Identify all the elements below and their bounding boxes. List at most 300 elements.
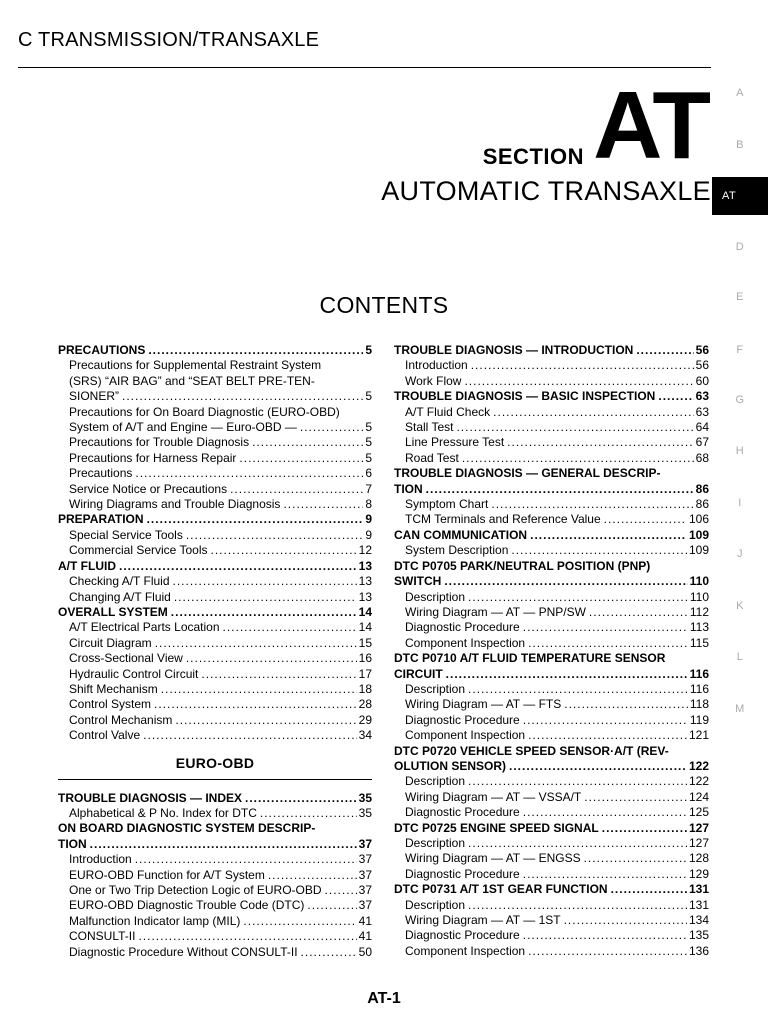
toc-entry[interactable]: [394, 774, 709, 789]
toc-entry[interactable]: [58, 837, 372, 852]
toc-dot-leader: [174, 590, 357, 605]
toc-entry[interactable]: [58, 636, 372, 651]
toc-entry[interactable]: [394, 420, 709, 435]
toc-page-number: 9: [365, 527, 372, 542]
toc-dot-leader: [602, 821, 687, 836]
toc-dot-leader: [147, 512, 364, 527]
toc-dot-leader: [523, 867, 687, 882]
toc-page-number: 113: [689, 620, 709, 635]
toc-page-number: 110: [689, 589, 709, 604]
toc-page-number: 109: [688, 527, 709, 542]
toc-page-number: 127: [688, 820, 709, 835]
toc-entry-line: DTC P0720 VEHICLE SPEED SENSOR·A/T (REV-: [394, 743, 669, 758]
toc-entry-title: Changing A/T Fluid: [69, 589, 171, 604]
toc-entry-title: Shift Mechanism: [69, 681, 158, 696]
toc-dot-leader: [468, 682, 688, 697]
toc-entry[interactable]: [394, 682, 709, 697]
toc-entry[interactable]: [58, 914, 372, 929]
toc-entry[interactable]: [58, 620, 372, 635]
toc-dot-leader: [301, 945, 357, 960]
toc-entry-title: PREPARATION: [58, 512, 144, 527]
toc-dot-leader: [186, 528, 363, 543]
toc-page-number: 17: [358, 666, 372, 681]
toc-page-number: 67: [695, 435, 709, 450]
toc-entry[interactable]: [394, 543, 709, 558]
toc-page-number: 37: [358, 898, 372, 913]
chapter-header: C TRANSMISSION/TRANSAXLE: [18, 29, 320, 51]
toc-entry[interactable]: [394, 944, 709, 959]
toc-dot-leader: [90, 837, 357, 852]
section-code: AT: [593, 72, 708, 179]
toc-dot-leader: [468, 898, 687, 913]
toc-entry-title: TROUBLE DIAGNOSIS — INTRODUCTION: [394, 343, 634, 357]
toc-entry[interactable]: [394, 636, 709, 651]
toc-entry[interactable]: [58, 420, 372, 435]
toc-entry[interactable]: [58, 929, 372, 944]
toc-page-number: 56: [695, 358, 709, 373]
toc-entry[interactable]: [58, 667, 372, 682]
toc-entry-title: System Description: [405, 543, 509, 558]
toc-entry-title: Description: [405, 681, 466, 696]
toc-entry-title: CAN COMMUNICATION: [394, 527, 528, 542]
toc-page-number: 106: [688, 512, 709, 527]
euro-obd-heading: EURO-OBD: [58, 755, 372, 780]
toc-dot-leader: [186, 651, 357, 666]
toc-dot-leader: [201, 667, 356, 682]
toc-page-number: 37: [358, 852, 372, 867]
side-tab-j[interactable]: J: [737, 548, 743, 560]
toc-entry-title: SIONER”: [69, 389, 120, 404]
toc-entry[interactable]: [394, 790, 709, 805]
toc-entry[interactable]: [394, 898, 709, 913]
toc-page-number: 15: [358, 635, 372, 650]
toc-dot-leader: [468, 774, 687, 789]
toc-entry-title: Description: [405, 836, 466, 850]
toc-entry-line: Precautions for On Board Diagnostic (EURO-OBD): [69, 404, 340, 419]
toc-dot-leader: [468, 590, 688, 605]
toc-dot-leader: [223, 620, 357, 635]
side-tab-at[interactable]: AT: [712, 177, 768, 215]
page-number: AT-1: [367, 990, 401, 1007]
toc-entry[interactable]: [58, 574, 372, 589]
side-tab-i[interactable]: I: [738, 497, 742, 509]
side-tab-l[interactable]: L: [736, 651, 744, 663]
toc-entry[interactable]: [394, 405, 709, 420]
toc-page-number: 8: [365, 497, 372, 512]
toc-entry[interactable]: [58, 528, 372, 543]
toc-dot-leader: [300, 420, 363, 435]
toc-entry-title: Special Service Tools: [69, 527, 183, 542]
toc-entry-title: Diagnostic Procedure: [405, 712, 520, 727]
toc-entry-title: EURO-OBD Diagnostic Trouble Code (DTC): [69, 898, 305, 913]
toc-page-number: 116: [689, 681, 709, 696]
side-tab-e[interactable]: E: [736, 291, 744, 303]
toc-page-number: 13: [358, 589, 372, 604]
toc-page-number: 110: [689, 574, 709, 589]
toc-dot-leader: [523, 713, 688, 728]
toc-dot-leader: [604, 512, 687, 527]
toc-entry-title: Circuit Diagram: [69, 635, 152, 650]
toc-page-number: 86: [695, 497, 709, 512]
toc-entry-line: ON BOARD DIAGNOSTIC SYSTEM DESCRIP-: [58, 821, 316, 836]
toc-entry-title: SWITCH: [394, 574, 442, 589]
toc-page-number: 5: [365, 420, 372, 435]
toc-dot-leader: [173, 574, 357, 589]
toc-entry-title: A/T Fluid Check: [405, 404, 491, 419]
toc-entry[interactable]: [58, 713, 372, 728]
toc-entry[interactable]: [58, 791, 372, 806]
toc-entry-title: Description: [405, 774, 466, 789]
toc-entry[interactable]: [58, 806, 372, 821]
toc-page-number: 14: [358, 620, 372, 635]
toc-page-number: 124: [688, 789, 709, 804]
toc-entry[interactable]: [394, 697, 709, 712]
toc-page-number: 135: [688, 928, 709, 943]
toc-dot-leader: [493, 405, 693, 420]
toc-entry[interactable]: [58, 497, 372, 512]
toc-page-number: 128: [688, 851, 709, 866]
toc-page-number: 118: [689, 697, 709, 712]
toc-entry[interactable]: [394, 451, 709, 466]
toc-entry[interactable]: [58, 883, 372, 898]
toc-entry[interactable]: [394, 343, 709, 358]
toc-page-number: 37: [358, 836, 372, 851]
toc-page-number: 56: [695, 343, 709, 357]
toc-dot-leader: [523, 620, 688, 635]
toc-entry-title: OVERALL SYSTEM: [58, 604, 168, 619]
toc-dot-leader: [528, 636, 688, 651]
toc-entry[interactable]: [58, 868, 372, 883]
toc-dot-leader: [230, 482, 363, 497]
toc-entry[interactable]: [58, 389, 372, 404]
toc-dot-leader: [260, 806, 357, 821]
toc-entry[interactable]: [58, 898, 372, 913]
toc-entry[interactable]: [58, 605, 372, 620]
toc-dot-leader: [462, 451, 694, 466]
toc-dot-leader: [283, 497, 363, 512]
toc-entry-title: Wiring Diagram — AT — FTS: [405, 697, 562, 712]
toc-entry[interactable]: [394, 805, 709, 820]
toc-page-number: 41: [358, 913, 372, 928]
toc-entry-title: OLUTION SENSOR): [394, 758, 507, 773]
toc-entry-title: TION: [394, 481, 423, 496]
toc-entry[interactable]: [394, 928, 709, 943]
toc-dot-leader: [464, 374, 693, 389]
toc-entry[interactable]: [394, 358, 709, 373]
toc-page-number: 5: [365, 343, 372, 357]
toc-dot-leader: [491, 497, 693, 512]
toc-entry-line: DTC P0710 A/T FLUID TEMPERATURE SENSOR: [394, 651, 666, 666]
toc-entry-title: Wiring Diagram — AT — VSSA/T: [405, 789, 582, 804]
toc-entry[interactable]: [394, 836, 709, 851]
toc-dot-leader: [528, 728, 687, 743]
toc-entry[interactable]: [58, 728, 372, 743]
toc-dot-leader: [658, 389, 693, 404]
toc-dot-leader: [122, 389, 363, 404]
toc-entry-title: A/T Electrical Parts Location: [69, 620, 220, 635]
toc-dot-leader: [245, 791, 357, 806]
contents-title: CONTENTS: [319, 292, 449, 318]
toc-page-number: 68: [695, 450, 709, 465]
toc-page-number: 121: [688, 728, 709, 743]
toc-entry[interactable]: [394, 497, 709, 512]
toc-page-number: 5: [365, 450, 372, 465]
toc-entry-title: Diagnostic Procedure: [405, 620, 520, 635]
toc-entry-line: Precautions for Supplemental Restraint System: [69, 358, 322, 373]
toc-entry[interactable]: [394, 590, 709, 605]
toc-dot-leader: [211, 543, 357, 558]
toc-dot-leader: [138, 929, 356, 944]
toc-entry[interactable]: [394, 821, 709, 836]
toc-entry-title: Wiring Diagram — AT — PNP/SW: [405, 604, 586, 619]
toc-dot-leader: [589, 605, 688, 620]
side-tab-h[interactable]: H: [735, 445, 745, 457]
toc-left-column: [58, 343, 372, 960]
toc-page-number: 29: [358, 712, 372, 727]
toc-dot-leader: [243, 914, 356, 929]
toc-page-number: 136: [688, 943, 709, 958]
side-tab-index: [712, 0, 768, 1024]
toc-entry[interactable]: [58, 343, 372, 358]
toc-entry[interactable]: [58, 435, 372, 450]
toc-entry[interactable]: [394, 374, 709, 389]
side-tab-d[interactable]: D: [735, 241, 745, 253]
toc-entry-title: TCM Terminals and Reference Value: [405, 512, 601, 527]
toc-page-number: 63: [695, 404, 709, 419]
toc-entry[interactable]: [394, 913, 709, 928]
toc-page-number: 6: [365, 466, 372, 481]
toc-entry-title: A/T FLUID: [58, 558, 116, 573]
toc-dot-leader: [468, 836, 687, 851]
toc-page-number: 41: [358, 929, 372, 944]
toc-dot-leader: [564, 913, 687, 928]
toc-dot-leader: [523, 805, 687, 820]
toc-entry-title: Precautions for Harness Repair: [69, 450, 237, 465]
toc-dot-leader: [636, 343, 693, 358]
section-title: AUTOMATIC TRANSAXLE: [381, 176, 711, 206]
toc-entry-title: Hydraulic Control Circuit: [69, 666, 199, 681]
header-rule: [18, 67, 711, 68]
toc-entry-title: CIRCUIT: [394, 666, 443, 681]
toc-entry-title: TROUBLE DIAGNOSIS — BASIC INSPECTION: [394, 389, 656, 404]
toc-entry-title: Description: [405, 897, 466, 912]
toc-dot-leader: [611, 882, 687, 897]
toc-dot-leader: [307, 898, 356, 913]
euro-obd-group: [58, 755, 372, 960]
side-tab-b[interactable]: B: [736, 139, 744, 151]
side-tab-g[interactable]: G: [735, 394, 745, 406]
toc-entry-title: Service Notice or Precautions: [69, 481, 228, 496]
toc-page-number: 13: [358, 558, 372, 573]
toc-entry[interactable]: [58, 466, 372, 481]
toc-page-number: 122: [688, 774, 709, 789]
toc-page-number: 5: [365, 389, 372, 404]
toc-entry-title: Introduction: [69, 852, 132, 867]
toc-page-number: 134: [688, 913, 709, 928]
toc-entry[interactable]: [394, 759, 709, 774]
toc-entry[interactable]: [394, 882, 709, 897]
toc-page-number: 14: [358, 604, 372, 619]
toc-entry[interactable]: [394, 528, 709, 543]
toc-page-number: 18: [358, 681, 372, 696]
toc-entry-title: Commercial Service Tools: [69, 543, 208, 558]
toc-dot-leader: [268, 868, 357, 883]
toc-entry-title: Diagnostic Procedure: [405, 928, 520, 943]
toc-page-number: 64: [695, 420, 709, 435]
side-tab-m[interactable]: M: [735, 703, 745, 715]
toc-entry-line: TROUBLE DIAGNOSIS — GENERAL DESCRIP-: [394, 466, 661, 481]
toc-entry[interactable]: [394, 435, 709, 450]
toc-page-number: 131: [688, 897, 709, 912]
toc-entry-title: Control Valve: [69, 728, 141, 743]
toc-page-number: 127: [688, 836, 709, 850]
toc-page-number: 28: [358, 697, 372, 712]
toc-page-number: 131: [688, 882, 709, 897]
toc-entry-title: Control Mechanism: [69, 712, 173, 727]
toc-page-number: 125: [688, 805, 709, 820]
toc-entry-title: Work Flow: [405, 373, 462, 388]
section-word: SECTION: [482, 144, 584, 169]
toc-dot-leader: [456, 420, 693, 435]
toc-entry[interactable]: [394, 713, 709, 728]
toc-entry-line: (SRS) “AIR BAG” and “SEAT BELT PRE-TEN-: [69, 373, 315, 388]
toc-entry-title: System of A/T and Engine — Euro-OBD —: [69, 420, 297, 435]
toc-right-column: [394, 343, 709, 959]
toc-entry[interactable]: [58, 651, 372, 666]
toc-entry-title: Diagnostic Procedure: [405, 866, 520, 881]
toc-page-number: 37: [358, 883, 372, 897]
toc-page-number: 50: [358, 944, 372, 959]
toc-page-number: 129: [688, 866, 709, 881]
toc-page-number: 116: [689, 666, 709, 681]
toc-entry[interactable]: [394, 851, 709, 866]
toc-entry[interactable]: [58, 590, 372, 605]
toc-entry-title: DTC P0725 ENGINE SPEED SIGNAL: [394, 820, 599, 835]
toc-entry-title: DTC P0731 A/T 1ST GEAR FUNCTION: [394, 882, 608, 897]
toc-dot-leader: [143, 728, 356, 743]
toc-entry-title: EURO-OBD Function for A/T System: [69, 867, 265, 882]
toc-entry[interactable]: [58, 559, 372, 574]
side-tab-a[interactable]: A: [736, 87, 744, 99]
toc-entry[interactable]: [394, 605, 709, 620]
toc-dot-leader: [584, 790, 687, 805]
toc-dot-leader: [155, 636, 357, 651]
toc-page-number: 35: [358, 790, 372, 805]
toc-entry[interactable]: [394, 574, 709, 589]
toc-page-number: 5: [365, 435, 372, 450]
toc-entry-title: Precautions for Trouble Diagnosis: [69, 435, 250, 450]
toc-entry[interactable]: [394, 389, 709, 404]
toc-entry-title: Road Test: [405, 450, 459, 465]
toc-entry-title: Wiring Diagram — AT — 1ST: [405, 913, 561, 928]
toc-dot-leader: [528, 944, 687, 959]
side-tab-f[interactable]: F: [736, 344, 744, 356]
toc-entry-title: Stall Test: [405, 420, 454, 435]
toc-entry[interactable]: [394, 667, 709, 682]
toc-dot-leader: [135, 466, 363, 481]
toc-page-number: 12: [358, 543, 372, 558]
toc-dot-leader: [154, 697, 357, 712]
toc-page-number: 34: [358, 728, 372, 743]
toc-page-number: 119: [689, 712, 709, 727]
toc-entry-title: Diagnostic Procedure Without CONSULT-II: [69, 944, 298, 959]
toc-entry-title: TION: [58, 836, 87, 851]
toc-entry[interactable]: [58, 543, 372, 558]
toc-entry[interactable]: [394, 867, 709, 882]
toc-entry[interactable]: [58, 482, 372, 497]
toc-page-number: 115: [689, 635, 709, 650]
toc-page-number: 122: [688, 758, 709, 773]
toc-dot-leader: [444, 574, 687, 589]
toc-dot-leader: [426, 482, 694, 497]
toc-page-number: 13: [358, 574, 372, 589]
toc-dot-leader: [175, 713, 356, 728]
toc-dot-leader: [471, 358, 694, 373]
side-tab-k[interactable]: K: [736, 600, 744, 612]
toc-entry-title: Control System: [69, 697, 152, 712]
toc-entry-title: PRECAUTIONS: [58, 343, 146, 357]
toc-entry-title: Line Pressure Test: [405, 435, 505, 450]
toc-entry-title: Wiring Diagrams and Trouble Diagnosis: [69, 497, 281, 512]
toc-entry[interactable]: [58, 512, 372, 527]
toc-entry-title: TROUBLE DIAGNOSIS — INDEX: [58, 790, 243, 805]
toc-entry-title: Diagnostic Procedure: [405, 805, 520, 820]
toc-page-number: 7: [365, 481, 372, 496]
toc-entry[interactable]: [58, 682, 372, 697]
toc-dot-leader: [148, 343, 363, 358]
toc-entry-line: DTC P0705 PARK/NEUTRAL POSITION (PNP): [394, 558, 651, 573]
toc-entry[interactable]: [394, 512, 709, 527]
toc-entry[interactable]: [394, 620, 709, 635]
toc-entry-title: CONSULT-II: [69, 929, 136, 944]
toc-dot-leader: [584, 851, 687, 866]
toc-page-number: 112: [689, 604, 709, 619]
toc-dot-leader: [509, 759, 687, 774]
toc-dot-leader: [507, 435, 693, 450]
toc-dot-leader: [446, 667, 688, 682]
toc-entry-title: Component Inspection: [405, 728, 526, 743]
toc-dot-leader: [511, 543, 687, 558]
toc-dot-leader: [161, 682, 357, 697]
toc-entry[interactable]: [394, 482, 709, 497]
toc-dot-leader: [530, 528, 687, 543]
toc-page-number: 86: [695, 481, 709, 496]
toc-entry-title: Precautions: [69, 466, 133, 481]
toc-entry-title: Malfunction Indicator lamp (MIL): [69, 913, 241, 928]
toc-dot-leader: [523, 928, 687, 943]
toc-entry[interactable]: [58, 697, 372, 712]
toc-entry[interactable]: [58, 945, 372, 960]
toc-page-number: 37: [358, 867, 372, 882]
toc-page-number: 16: [358, 651, 372, 666]
toc-entry[interactable]: [394, 728, 709, 743]
toc-page-number: 63: [695, 389, 709, 404]
toc-entry-title: Component Inspection: [405, 943, 526, 958]
toc-dot-leader: [239, 451, 363, 466]
toc-entry-title: Description: [405, 589, 466, 604]
toc-page-number: 35: [358, 805, 372, 820]
toc-entry-title: Alphabetical & P No. Index for DTC: [69, 805, 257, 820]
toc-entry[interactable]: [58, 451, 372, 466]
toc-entry-title: Introduction: [405, 358, 468, 373]
toc-page-number: 60: [695, 373, 709, 388]
toc-dot-leader: [135, 852, 357, 867]
toc-entry[interactable]: [58, 852, 372, 867]
toc-dot-leader: [119, 559, 357, 574]
toc-dot-leader: [564, 697, 688, 712]
toc-entry-title: Symptom Chart: [405, 497, 489, 512]
toc-dot-leader: [171, 605, 357, 620]
